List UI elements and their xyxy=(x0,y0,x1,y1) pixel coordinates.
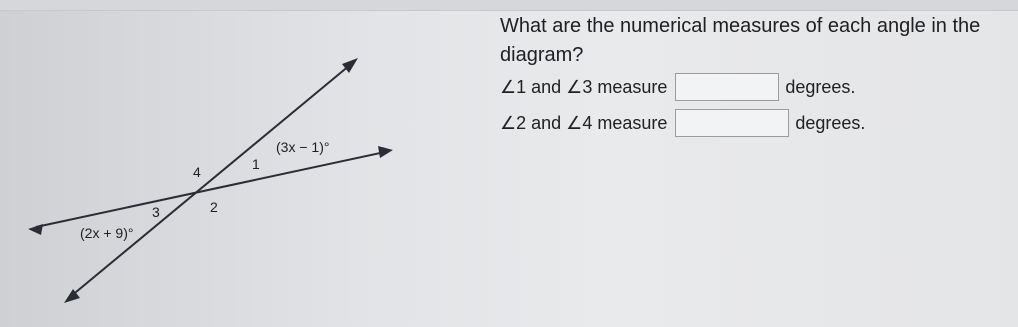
arrowhead-right xyxy=(378,146,393,158)
angle-label-4: 4 xyxy=(193,164,201,180)
question-text: What are the numerical measures of each angle in the diagram? xyxy=(500,15,981,66)
angle-diagram xyxy=(0,0,480,327)
angle-label-2: 2 xyxy=(210,199,218,215)
answer-input-2-4[interactable] xyxy=(675,109,789,137)
transversal-line xyxy=(70,65,350,297)
diagram-svg xyxy=(0,0,480,327)
answer-input-1-3[interactable] xyxy=(675,73,779,101)
arrowhead-left xyxy=(28,224,43,235)
angle-label-1: 1 xyxy=(252,156,260,172)
answer-row-1-3 xyxy=(500,72,855,102)
angle-label-3: 3 xyxy=(152,204,160,220)
answer-row-2-4 xyxy=(500,108,865,138)
angle-expression-bottom: (2x + 9)° xyxy=(80,225,134,241)
row-unit-2-4: degrees. xyxy=(795,112,866,133)
row-unit-1-3: degrees. xyxy=(785,76,856,97)
row-lead-2-4: ∠2 and ∠4 measure xyxy=(500,112,668,133)
angle-expression-top: (3x − 1)° xyxy=(276,139,330,155)
crossing-line xyxy=(36,152,385,227)
row-lead-1-3: ∠1 and ∠3 measure xyxy=(500,76,668,97)
